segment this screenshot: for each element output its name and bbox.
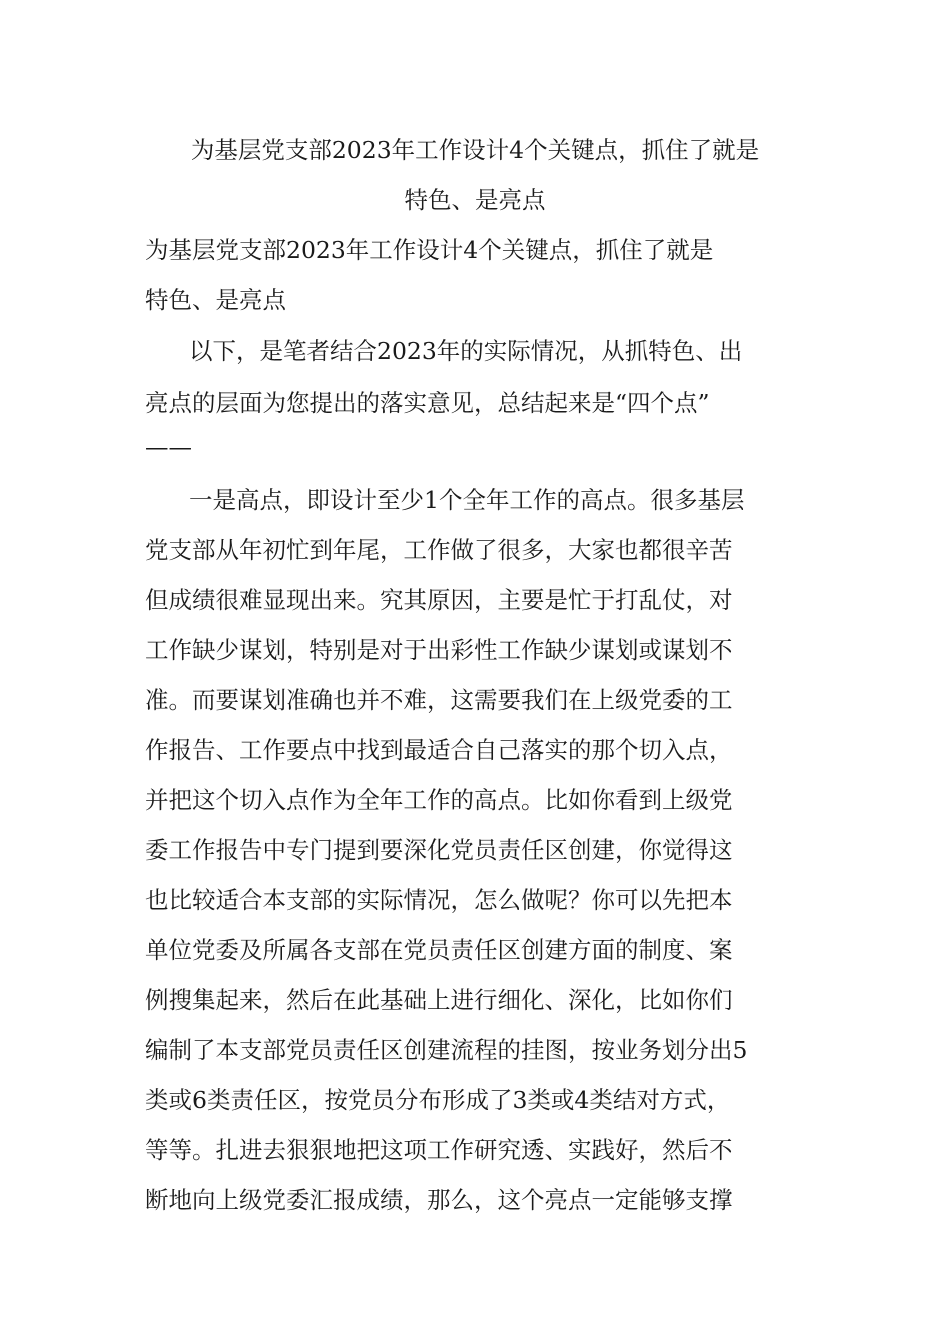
paragraph-line: 并把这个切入点作为全年工作的高点。比如你看到上级党 — [145, 786, 733, 814]
intro-paragraph-line: 亮点的层面为您提出的落实意见，总结起来是“四个点” — [145, 389, 710, 417]
paragraph-line: 单位党委及所属各支部在党员责任区创建方面的制度、案 — [145, 936, 733, 964]
paragraph-line: 但成绩很难显现出来。究其原因，主要是忙于打乱仗，对 — [145, 586, 733, 614]
intro-paragraph-line: 以下，是笔者结合2023年的实际情况，从抓特色、出 — [189, 337, 743, 365]
paragraph-line: 工作缺少谋划，特别是对于出彩性工作缺少谋划或谋划不 — [145, 636, 733, 664]
paragraph-line: 例搜集起来，然后在此基础上进行细化、深化，比如你们 — [145, 986, 733, 1014]
intro-paragraph-dash: —— — [145, 433, 192, 461]
paragraph-line: 党支部从年初忙到年尾，工作做了很多，大家也都很辛苦 — [145, 536, 733, 564]
paragraph-line: 编制了本支部党员责任区创建流程的挂图，按业务划分出5 — [145, 1036, 748, 1064]
body-heading-line-1: 为基层党支部2023年工作设计4个关键点，抓住了就是 — [145, 236, 714, 264]
paragraph-line: 也比较适合本支部的实际情况，怎么做呢？你可以先把本 — [145, 886, 733, 914]
paragraph-line: 断地向上级党委汇报成绩，那么，这个亮点一定能够支撑 — [145, 1186, 733, 1214]
paragraph-line: 委工作报告中专门提到要深化党员责任区创建，你觉得这 — [145, 836, 733, 864]
document-title-line-1: 为基层党支部2023年工作设计4个关键点，抓住了就是 — [190, 136, 760, 164]
body-heading-line-2: 特色、是亮点 — [145, 286, 286, 314]
paragraph-line: 作报告、工作要点中找到最适合自己落实的那个切入点， — [145, 736, 733, 764]
paragraph-line: 类或6类责任区，按党员分布形成了3类或4类结对方式， — [145, 1086, 731, 1114]
paragraph-line: 一是高点，即设计至少1个全年工作的高点。很多基层 — [189, 486, 745, 514]
document-title-line-2: 特色、是亮点 — [404, 186, 546, 214]
paragraph-line: 准。而要谋划准确也并不难，这需要我们在上级党委的工 — [145, 686, 733, 714]
paragraph-line: 等等。扎进去狠狠地把这项工作研究透、实践好，然后不 — [145, 1136, 733, 1164]
